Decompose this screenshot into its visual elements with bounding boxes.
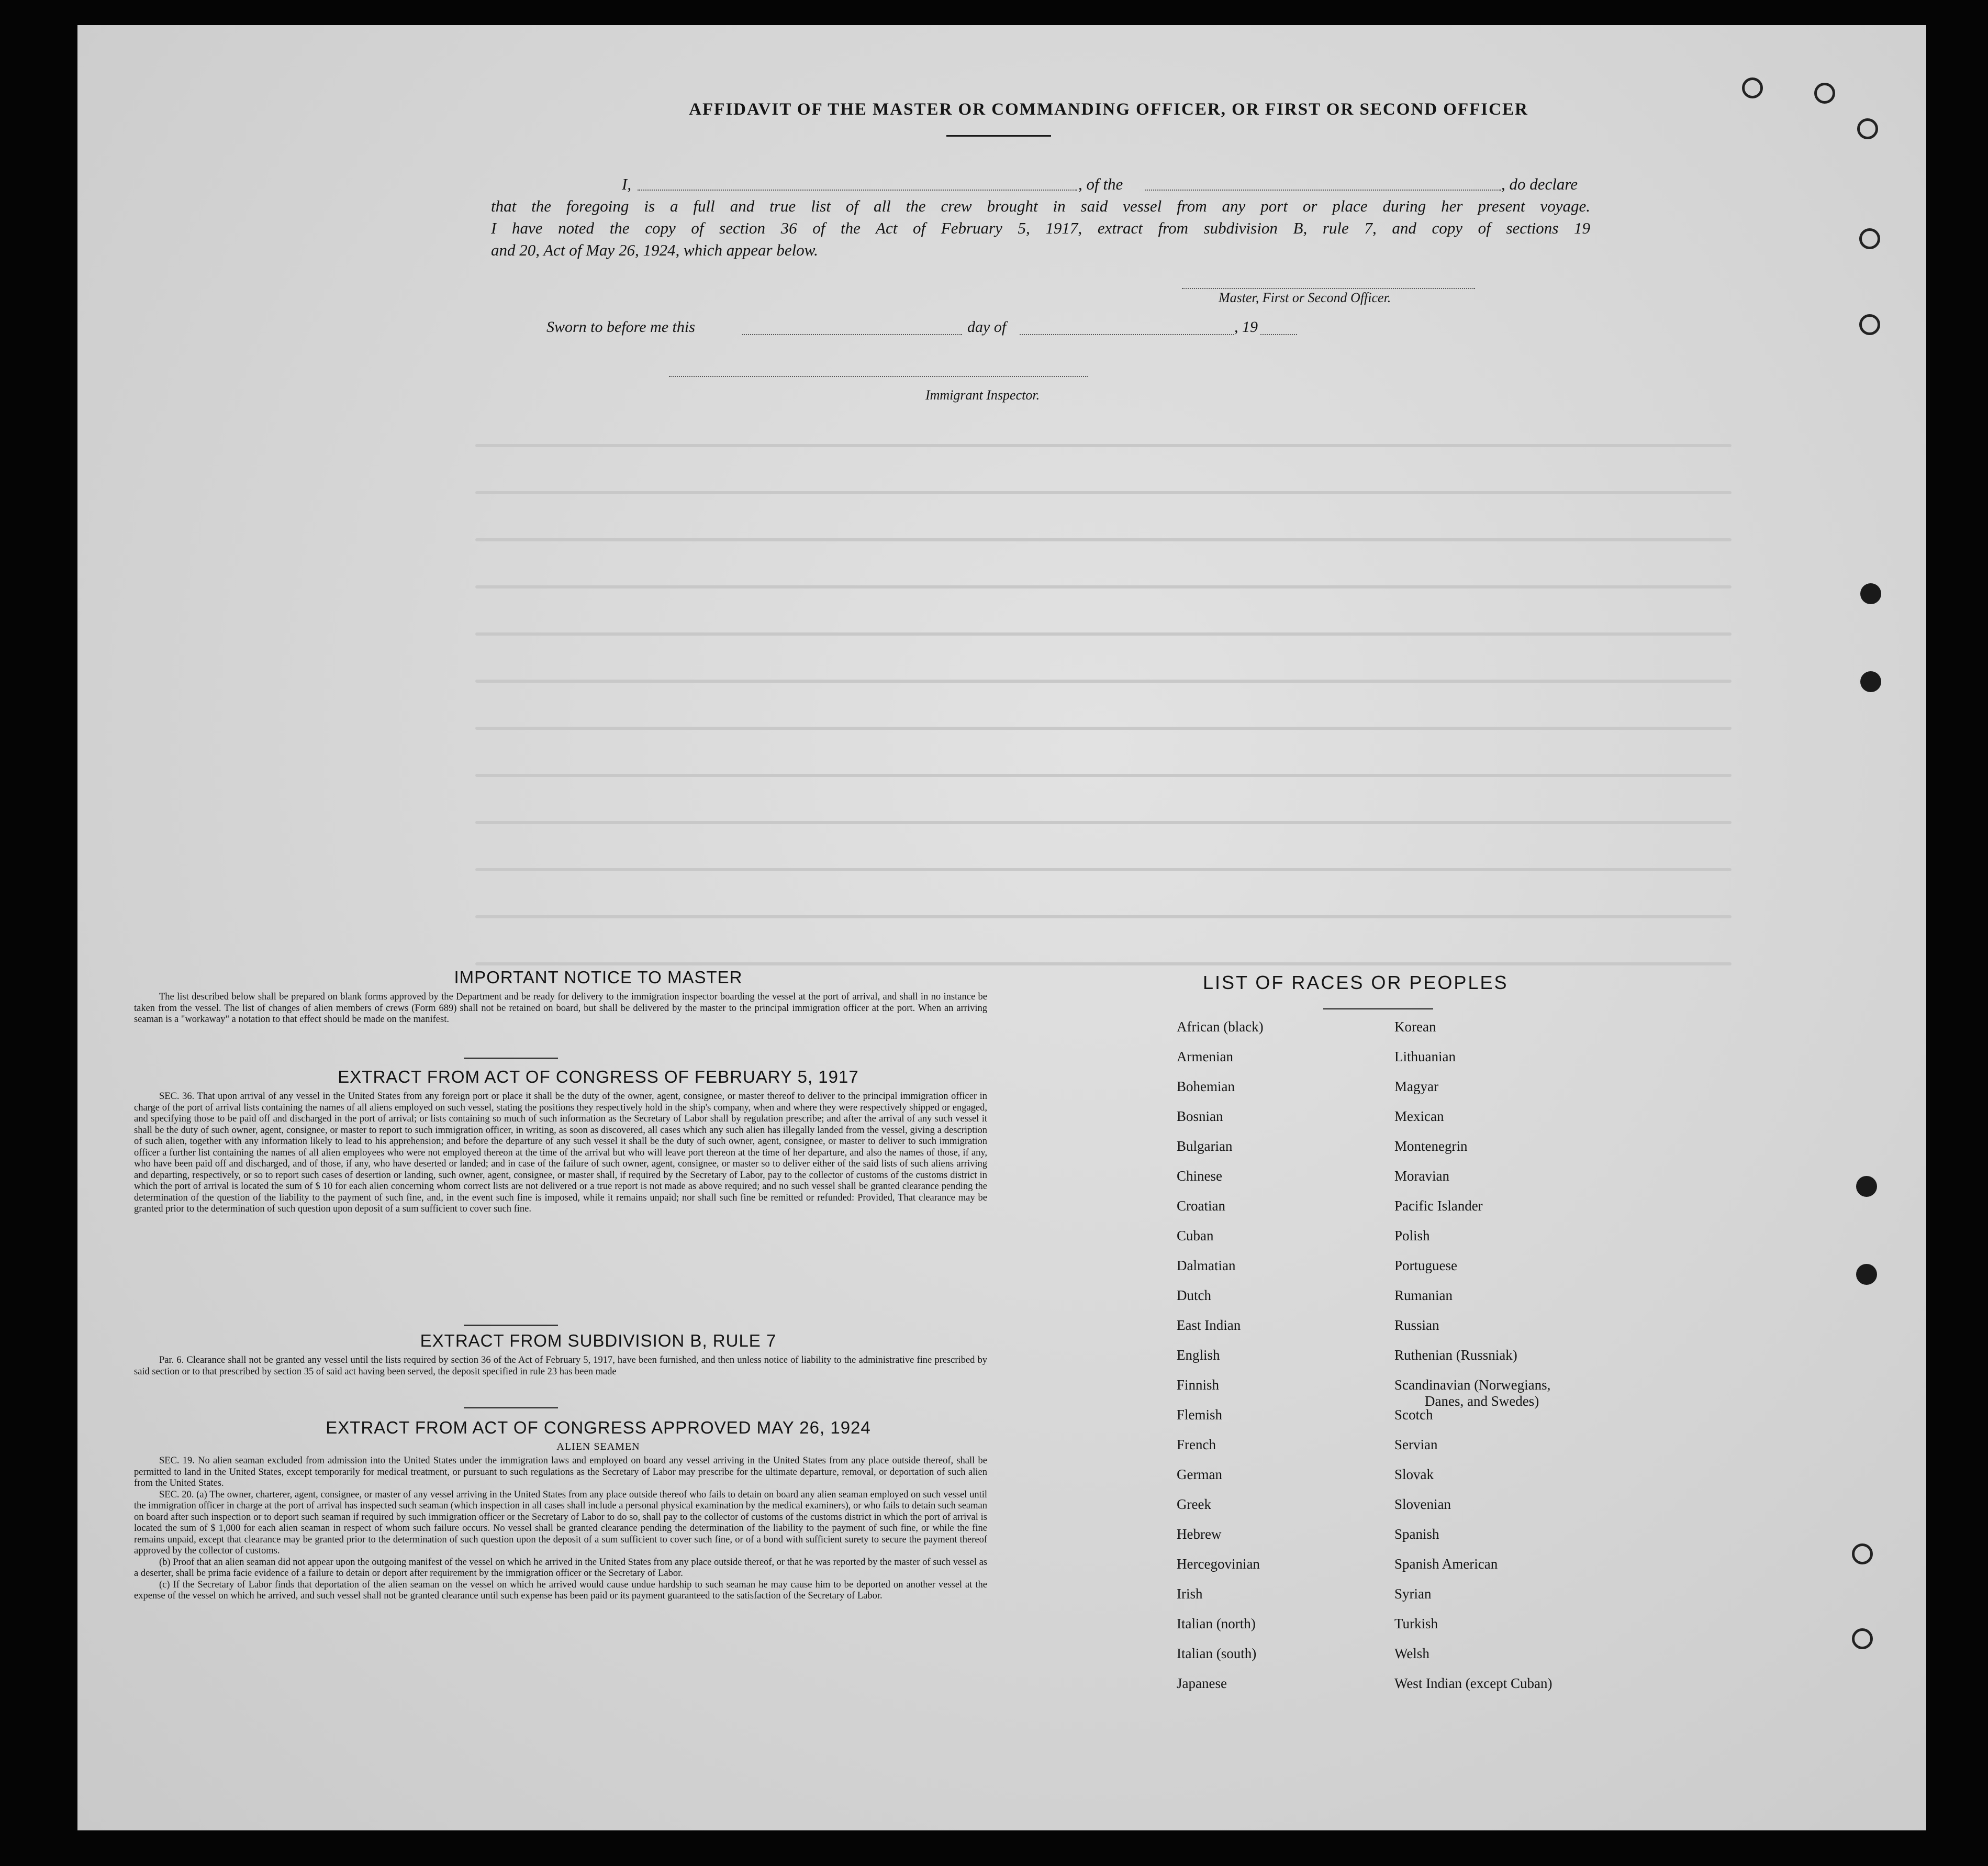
races-divider: [1323, 1008, 1433, 1009]
race-item: German: [1177, 1467, 1222, 1482]
race-item: Korean: [1394, 1019, 1436, 1035]
extract-1924-subtitle: ALIEN SEAMEN: [556, 1441, 640, 1452]
signature-line: [1182, 288, 1475, 289]
race-item: Slovenian: [1394, 1496, 1451, 1512]
sec20c-text: (c) If the Secretary of Labor finds that deportation of the alien seaman on the vessel on which he arrived would cause undue hardship to such seaman he may cause him to be deported on another vessel at the expense of the vessel on which he arrived, and such vessel shall not be granted clearance until such expense has been paid or its payment guaranteed to the satisfaction of the Secretary of Labor.: [134, 1579, 987, 1601]
race-item: Bosnian: [1177, 1108, 1223, 1124]
race-item: Rumanian: [1394, 1287, 1453, 1303]
affidavit-i: I,: [622, 175, 632, 193]
rule7-divider: [464, 1407, 558, 1408]
race-item: Lithuanian: [1394, 1049, 1456, 1064]
race-item: Polish: [1394, 1228, 1430, 1243]
race-item: Portuguese: [1394, 1258, 1457, 1273]
sworn-month-blank: [1020, 334, 1234, 335]
sworn-day-of: day of: [967, 318, 1007, 336]
race-item: Dalmatian: [1177, 1258, 1236, 1273]
extract-1924-title: EXTRACT FROM ACT OF CONGRESS APPROVED MAY 26, 1924: [326, 1418, 871, 1437]
race-item: Moravian: [1394, 1168, 1449, 1184]
race-item: Pacific Islander: [1394, 1198, 1483, 1214]
signature-label: Master, First or Second Officer.: [1219, 290, 1391, 305]
binder-hole-icon: [1857, 118, 1878, 139]
binder-hole-icon: [1860, 671, 1881, 692]
race-item: Armenian: [1177, 1049, 1233, 1064]
race-item: Hebrew: [1177, 1526, 1222, 1542]
race-item: West Indian (except Cuban): [1394, 1675, 1553, 1691]
race-item: Syrian: [1394, 1586, 1432, 1602]
race-item: Scotch: [1394, 1407, 1433, 1423]
race-item: Spanish American: [1394, 1556, 1498, 1572]
race-item: Finnish: [1177, 1377, 1220, 1393]
race-item: Chinese: [1177, 1168, 1222, 1184]
rule7-body: [134, 1355, 987, 1378]
affidavit-line3: I have noted the copy of section 36 of the Act of February 5, 1917, extract from subdivision B, rule 7, and copy of sections 19: [491, 219, 1590, 237]
notice-text: The list described below shall be prepared on blank forms approved by the Department and be ready for delivery to the immigration inspector boarding the vessel at the port of arrival, and shall in no instance be taken from the vessel. The list of changes of alien members of crews (Form 689) shall not be retained on board, but shall be delivered by the master to the principal immigration officer at the port. When an arriving seaman is a "workaway" a notation to that effect should be made on the manifest.: [134, 992, 987, 1025]
sworn-year: , 19: [1234, 318, 1258, 336]
race-item: Irish: [1177, 1586, 1203, 1602]
race-item: Ruthenian (Russniak): [1394, 1347, 1517, 1363]
document-page: [77, 25, 1926, 1830]
extract-1917-body: [134, 1091, 987, 1215]
sworn-day-blank: [742, 334, 962, 335]
race-item: Magyar: [1394, 1079, 1438, 1094]
binder-hole-icon: [1852, 1628, 1873, 1649]
binder-hole-icon: [1742, 77, 1763, 98]
race-item: African (black): [1177, 1019, 1264, 1035]
race-item: Hercegovinian: [1177, 1556, 1260, 1572]
name-blank: [638, 190, 1077, 191]
notice-title: IMPORTANT NOTICE TO MASTER: [454, 968, 743, 987]
extract-1917-text: SEC. 36. That upon arrival of any vessel in the United States from any foreign port or place it shall be the duty of the owner, agent, consignee, or master thereof to deliver to the principal immigration officer in charge of the port of arrival lists containing the names of all aliens employed on such vessel, stating the positions they respectively hold in the ship's company, when and where they were respectively shipped or engaged, and specifying those to be paid off and discharged in the port of arrival; or lists containing so much of such information as the Secretary of Labor shall by regulation prescribe; and after the arrival of any such vessel it shall be the duty of such owner, agent, consignee, or master to report to such immigration officer, in writing, as soon as discovered, all cases which any such alien has illegally landed from the vessel, giving a description of such alien, together with any information likely to lead to his apprehension; and before the departure of any such vessel it shall be the duty of such owner, agent, consignee, or master to deliver to such immigration officer a further list containing the names of all alien employees who were not employed thereon at the time of the arrival but who will leave port thereon at the time of her departure, and also the names of those, if any, who have been paid off and discharged, and of those, if any, who have deserted or landed; and in case of the failure of such owner, agent, consignee, or master so to deliver either of the said lists of such aliens arriving and departing, respectively, or so to report such cases of desertion or landing, such owner, agent, consignee, or master shall, if required by the Secretary of Labor, pay to the collector of customs of the customs district in which the port of arrival is located the sum of $ 10 for each alien concerning whom correct lists are not delivered or a true report is not made as above required; and no such vessel shall be granted clearance pending the determination of the question of the liability to the payment of such fine, and, in the event such fine is imposed, while it remains unpaid; nor shall such fine be remitted or refunded: Provided, That clearance may be granted prior to the determination of such question upon deposit of a sum sufficient to cover such fine.: [134, 1091, 987, 1214]
race-item: English: [1177, 1347, 1220, 1363]
race-item: Bulgarian: [1177, 1138, 1233, 1154]
affidavit-title: AFFIDAVIT OF THE MASTER OR COMMANDING OFFICER, OR FIRST OR SECOND OFFICER: [689, 100, 1528, 119]
binder-hole-icon: [1856, 1176, 1877, 1197]
race-item: Cuban: [1177, 1228, 1214, 1243]
race-item: Italian (south): [1177, 1646, 1257, 1661]
affidavit-line4: and 20, Act of May 26, 1924, which appear below.: [491, 241, 818, 259]
affidavit-declare: , do declare: [1501, 175, 1578, 193]
race-item: Montenegrin: [1394, 1138, 1468, 1154]
race-item: Scandinavian (Norwegians,: [1394, 1377, 1551, 1393]
affidavit-of-the: , of the: [1078, 175, 1123, 193]
race-item: Slovak: [1394, 1467, 1434, 1482]
race-item: Croatian: [1177, 1198, 1225, 1214]
race-item-continued: Danes, and Swedes): [1425, 1393, 1539, 1409]
races-right-column: [1394, 1019, 1614, 1705]
race-item: Turkish: [1394, 1616, 1438, 1631]
extract-1917-divider: [464, 1325, 558, 1326]
extract-1917-title: EXTRACT FROM ACT OF CONGRESS OF FEBRUARY 5, 1917: [338, 1067, 859, 1086]
race-item: Russian: [1394, 1317, 1439, 1333]
sec20b-text: (b) Proof that an alien seaman did not appear upon the outgoing manifest of the vessel on which he arrived in the United States from any place outside thereof, or that he was reported by the master of such vessel as a deserter, shall be prima facie evidence of a failure to detain or deport after requirement by the immigration officer or the Secretary of Labor.: [134, 1557, 987, 1579]
race-item: Flemish: [1177, 1407, 1223, 1423]
notice-body: [134, 992, 987, 1026]
inspector-line: [669, 376, 1088, 377]
notice-divider: [464, 1058, 558, 1059]
affidavit-line2: that the foregoing is a full and true list of all the crew brought in said vessel from any port or place during her present voyage.: [491, 197, 1590, 215]
races-title: LIST OF RACES OR PEOPLES: [1203, 972, 1509, 993]
race-item: French: [1177, 1437, 1216, 1452]
sworn-prefix: Sworn to before me this: [546, 318, 695, 336]
binder-hole-icon: [1856, 1264, 1877, 1285]
race-item: Italian (north): [1177, 1616, 1256, 1631]
extract-1924-body: [134, 1456, 987, 1602]
race-item: Welsh: [1394, 1646, 1429, 1661]
race-item: Bohemian: [1177, 1079, 1235, 1094]
inspector-label: Immigrant Inspector.: [925, 387, 1040, 403]
binder-hole-icon: [1814, 83, 1835, 104]
rule7-text: Par. 6. Clearance shall not be granted any vessel until the lists required by section 36 of the Act of February 5, 1917, have been furnished, and then unless notice of liability to the administrative fine prescribed by said section or to that prescribed by section 35 of said act having been served, the deposit specified in rule 23 has been made: [134, 1355, 987, 1377]
binder-hole-icon: [1860, 583, 1881, 604]
race-item: Servian: [1394, 1437, 1438, 1452]
sec19-text: SEC. 19. No alien seaman excluded from admission into the United States under the immigration laws and employed on board any vessel arriving in the United States from any place outside thereof, shall be permitted to land in the United States, except temporarily for medical treatment, or pursuant to such regulations as the Secretary of Labor may prescribe for the ultimate departure, removal, or deportation of such alien from the United States.: [134, 1456, 987, 1489]
races-left-column: [1177, 1019, 1376, 1705]
sec20a-text: SEC. 20. (a) The owner, charterer, agent, consignee, or master of any vessel arriving in the United States from any place outside thereof who fails to detain on board any alien seaman employed on such vessel until the immigration officer in charge at the port of arrival has inspected such seaman (which inspection in all cases shall include a personal physical examination by the medical examiners), or who fails to detain such seaman on board after such inspection or to deport such seaman if required by such immigration officer or the Secretary of Labor to do so, shall pay to the collector of customs of the customs district in which the port of arrival is located the sum of $ 1,000 for each alien seaman in respect of whom such failure occurs. No vessel shall be granted clearance pending the determination of the liability to the payment of such fine, or while the fine remains unpaid, except that clearance may be granted prior to the determination of such question upon the deposit of a sum sufficient to cover such fine, or of a bond with sufficient surety to secure the payment thereof approved by the collector of customs.: [134, 1489, 987, 1556]
sworn-year-blank: [1260, 334, 1297, 335]
race-item: Dutch: [1177, 1287, 1211, 1303]
title-divider: [946, 135, 1051, 137]
vessel-blank: [1145, 190, 1501, 191]
race-item: Greek: [1177, 1496, 1211, 1512]
binder-hole-icon: [1859, 228, 1880, 249]
race-item: Mexican: [1394, 1108, 1444, 1124]
race-item: Japanese: [1177, 1675, 1227, 1691]
binder-hole-icon: [1859, 314, 1880, 335]
rule7-title: EXTRACT FROM SUBDIVISION B, RULE 7: [420, 1331, 777, 1350]
race-item: East Indian: [1177, 1317, 1241, 1333]
race-item: Spanish: [1394, 1526, 1439, 1542]
binder-hole-icon: [1852, 1543, 1873, 1564]
